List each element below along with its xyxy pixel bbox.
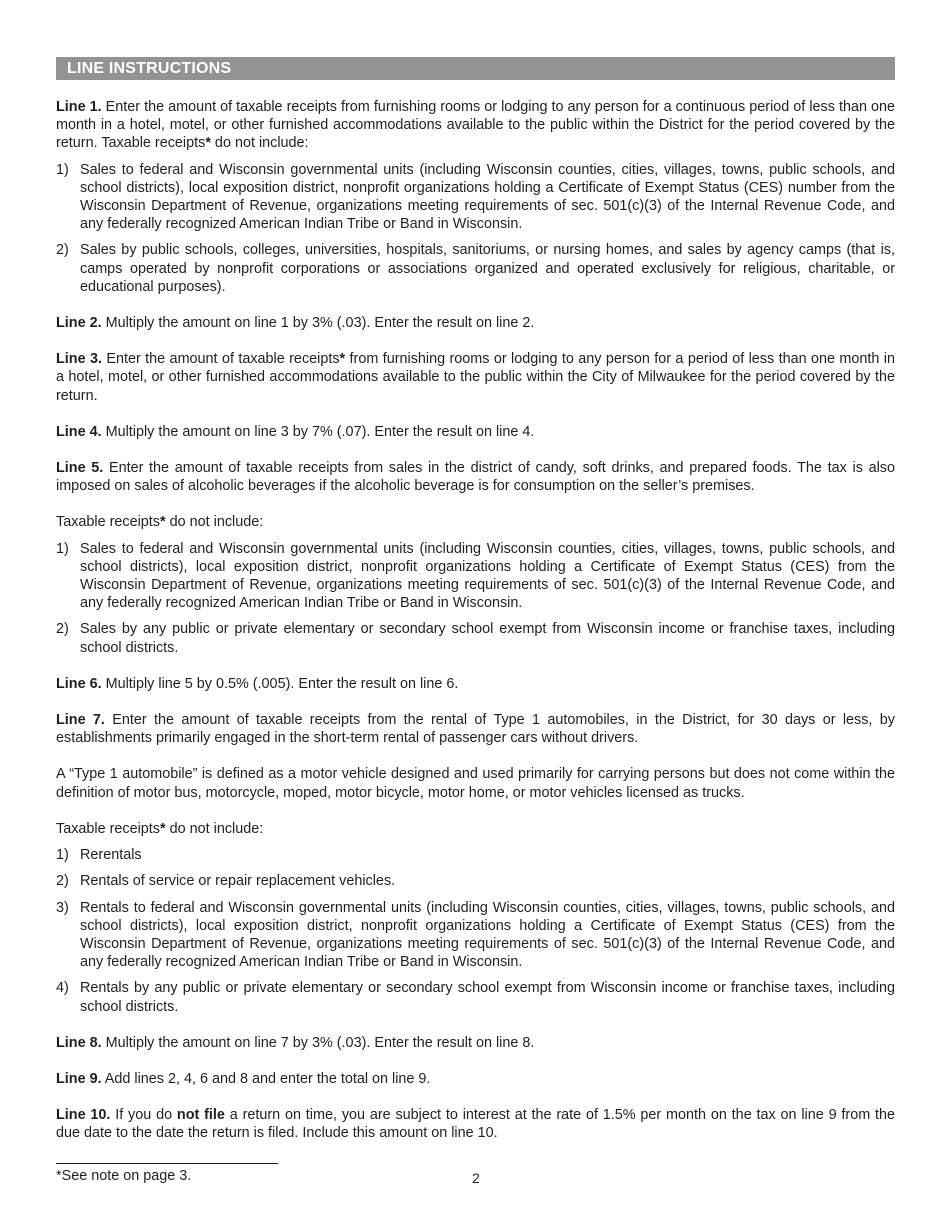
list-number: 2) [56, 621, 69, 638]
line-1-label: Line 1. [56, 99, 102, 115]
line-6-text: Multiply line 5 by 0.5% (.005). Enter the result on line 6. [101, 675, 459, 692]
line-10-paragraph [56, 1106, 895, 1142]
section-header: LINE INSTRUCTIONS [56, 57, 895, 80]
list-text: Sales by public schools, colleges, universities, hospitals, sanitoriums, or nursing homes, and sales by agency camps (that is, camps operated by nonprofit corporations or associations organized and operated exclusively for religious, charitable, or educational purposes). [80, 242, 895, 295]
instructions-page [56, 57, 895, 1143]
line-3-text-a: Enter the amount of taxable receipts [101, 351, 340, 368]
line-4-text: Multiply the amount on line 3 by 7% (.07). Enter the result on line 4. [101, 423, 535, 440]
exclusion-text: Taxable receipts [56, 820, 160, 837]
list-number: 1) [56, 847, 69, 864]
line-5-label: Line 5. [56, 460, 104, 477]
exclusion-text: do not include: [165, 820, 264, 837]
line-2-paragraph [56, 314, 895, 332]
line-5-paragraph [56, 459, 895, 495]
line-10-text-b: a return on time, you are subject to interest at the rate of 1.5% per month on the tax on line 9 from the due date to the date the return is filed. Include this amount on line 10. [56, 1107, 896, 1142]
footnote-rule [56, 1163, 278, 1164]
line-9-label: Line 9. [56, 1070, 102, 1087]
line-9-paragraph [56, 1070, 895, 1088]
asterisk: * [160, 514, 166, 531]
list-item [56, 872, 895, 890]
line-8-text: Multiply the amount on line 7 by 3% (.03). Enter the result on line 8. [101, 1034, 535, 1051]
line-10-text-a: If you do [110, 1107, 177, 1124]
line-7-exclusions [56, 846, 895, 1016]
line-5-exclusion-intro [56, 513, 895, 531]
list-number: 4) [56, 980, 69, 997]
list-item [56, 161, 895, 234]
asterisk: * [339, 351, 346, 368]
line-5-text: Enter the amount of taxable receipts from sales in the district of candy, soft drinks, and prepared foods. The tax is also imposed on sales of alcoholic beverages if the alcoholic beverage is for consumption on the seller’s premises. [56, 460, 895, 495]
line-1-paragraph [56, 98, 895, 153]
line-3-paragraph [56, 350, 895, 405]
line-7-text: Enter the amount of taxable receipts from the rental of Type 1 automobiles, in the District, for 30 days or less, by establishments primarily engaged in the short-term rental of passenger cars without drivers. [56, 712, 895, 747]
line-2-text: Multiply the amount on line 1 by 3% (.03). Enter the result on line 2. [101, 315, 535, 332]
line-10-label: Line 10. [56, 1107, 111, 1124]
list-text: Sales by any public or private elementary or secondary school exempt from Wisconsin income or franchise taxes, including school districts. [80, 621, 895, 656]
exclusion-text: Taxable receipts [56, 514, 160, 531]
page-number: 2 [472, 1170, 480, 1186]
line-9-text: Add lines 2, 4, 6 and 8 and enter the total on line 9. [101, 1070, 431, 1087]
line-1-text-b: do not include: [210, 135, 309, 152]
line-7-exclusion-intro [56, 820, 895, 838]
line-8-label: Line 8. [56, 1034, 102, 1051]
list-number: 3) [56, 899, 69, 916]
list-text: Rerentals [80, 847, 142, 864]
line-3-text-b: from furnishing rooms or lodging to any person for a period of less than one month in a hotel, motel, or other furnished accommodations available to the public within the City of Milwaukee for the period covered by the return. [56, 351, 895, 404]
list-number: 1) [56, 161, 69, 178]
line-1-exclusions [56, 161, 895, 296]
list-item [56, 979, 895, 1015]
footnote: *See note on page 3. [56, 1168, 192, 1184]
list-item [56, 899, 895, 972]
line-1-text-a: Enter the amount of taxable receipts from furnishing rooms or lodging to any person for a continuous period of less than one month in a hotel, motel, or other furnished accommodations available to the public within the District for the period covered by the return. Taxable receipts [56, 99, 895, 152]
list-item [56, 241, 895, 296]
list-number: 1) [56, 540, 69, 557]
list-text: Rentals of service or repair replacement vehicles. [80, 873, 396, 890]
list-text: Rentals by any public or private elementary or secondary school exempt from Wisconsin income or franchise taxes, including school districts. [80, 980, 895, 1015]
line-8-paragraph [56, 1034, 895, 1052]
line-7-paragraph [56, 711, 895, 747]
line-3-label: Line 3. [56, 351, 102, 368]
line-7-label: Line 7. [56, 712, 105, 729]
list-text: Rentals to federal and Wisconsin governmental units (including Wisconsin counties, cities, villages, towns, public schools, and school districts), local exposition district, nonprofit organizations holding a Certificate of Exempt Status (CES) from the Wisconsin Department of Revenue, organizations meeting requirements of sec. 501(c)(3) of the Internal Revenue Code, and any federally recognized American Indian Tribe or Band in Wisconsin. [80, 899, 895, 971]
asterisk: * [205, 135, 211, 152]
line-5-exclusions [56, 540, 895, 657]
line-4-label: Line 4. [56, 423, 102, 440]
list-number: 2) [56, 873, 69, 890]
line-4-paragraph [56, 423, 895, 441]
line-6-label: Line 6. [56, 675, 102, 692]
asterisk: * [160, 820, 166, 837]
line-6-paragraph [56, 675, 895, 693]
list-number: 2) [56, 242, 69, 259]
list-text: Sales to federal and Wisconsin governmental units (including Wisconsin counties, cities, villages, towns, public schools, and school districts), local exposition district, nonprofit organizations holding a Certificate of Exempt Status (CES) from the Wisconsin Department of Revenue, organizations meeting requirements of sec. 501(c)(3) of the Internal Revenue Code, and any federally recognized American Indian Tribe or Band in Wisconsin. [80, 540, 895, 612]
list-item [56, 620, 895, 656]
type-1-definition: A “Type 1 automobile” is defined as a motor vehicle designed and used primarily for carrying persons but does not come within the definition of motor bus, motorcycle, moped, motor bicycle, motor home, or motor vehicles licensed as trucks. [56, 766, 895, 801]
line-2-label: Line 2. [56, 315, 102, 332]
exclusion-text: do not include: [165, 514, 264, 531]
list-item [56, 540, 895, 613]
line-10-emphasis: not file [176, 1107, 225, 1124]
list-item [56, 846, 895, 864]
list-text: Sales to federal and Wisconsin governmental units (including Wisconsin counties, cities, villages, towns, public schools, and school districts), local exposition district, nonprofit organizations holding a Certificate of Exempt Status (CES) number from the Wisconsin Department of Revenue, organizations meeting requirements of sec. 501(c)(3) of the Internal Revenue Code, and any federally recognized American Indian Tribe or Band in Wisconsin. [80, 161, 895, 233]
